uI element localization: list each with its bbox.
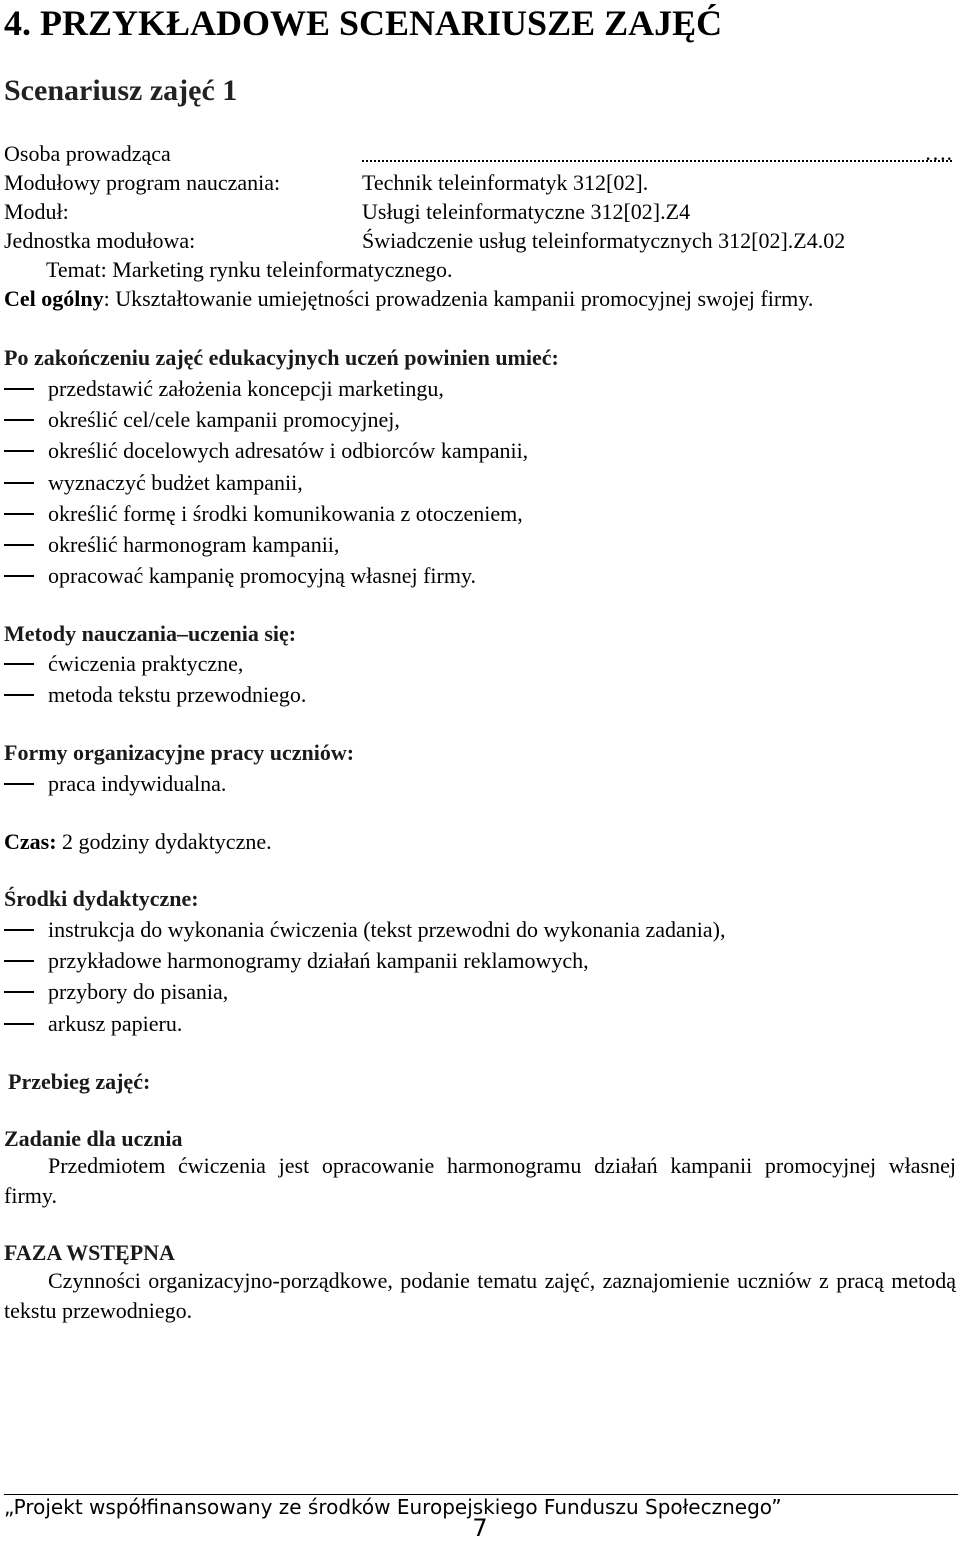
dash-icon <box>4 929 34 931</box>
methods-list <box>0 650 306 712</box>
dash-icon <box>4 388 34 390</box>
task-text: Przedmiotem ćwiczenia jest opracowanie harmonogramu działań kampanii promocyjnej własnej firmy. <box>4 1153 956 1208</box>
dash-icon <box>4 544 34 546</box>
list-item: ćwiczenia praktyczne, <box>0 650 306 681</box>
intro-phase-title: FAZA WSTĘPNA <box>4 1240 175 1265</box>
list-item: opracować kampanię promocyjną własnej firmy. <box>0 562 528 593</box>
forms-title: Formy organizacyjne pracy uczniów: <box>4 740 355 765</box>
module-label: Moduł: <box>4 199 69 224</box>
goal-value: : Ukształtowanie umiejętności prowadzenia kampanii promocyjnej swojej firmy. <box>103 286 814 311</box>
time-label: Czas: <box>4 829 57 854</box>
topic-label: Temat: <box>46 257 107 282</box>
topic-line <box>46 256 453 284</box>
footer-text: „Projekt współfinansowany ze środków Europejskiego Funduszu Społecznego” <box>4 1495 782 1519</box>
module-value: Usługi teleinformatyczne 312[02].Z4 <box>362 199 691 224</box>
dash-icon <box>4 663 34 665</box>
dash-icon <box>4 783 34 785</box>
list-item: przybory do pisania, <box>0 978 725 1009</box>
program-value: Technik teleinformatyk 312[02]. <box>362 170 649 195</box>
dash-icon <box>4 991 34 993</box>
unit-label: Jednostka modułowa: <box>4 228 196 253</box>
unit-value: Świadczenie usług teleinformatycznych 312[02].Z4.02 <box>362 228 846 253</box>
list-item: określić formę i środki komunikowania z otoczeniem, <box>0 500 528 531</box>
objectives-title: Po zakończeniu zajęć edukacyjnych uczeń powinien umieć: <box>4 345 559 370</box>
task-title: Zadanie dla ucznia <box>4 1126 183 1151</box>
dash-icon <box>4 1023 34 1025</box>
list-item: przedstawić założenia koncepcji marketingu, <box>0 375 528 406</box>
dash-icon <box>4 482 34 484</box>
dash-icon <box>4 450 34 452</box>
program-label: Modułowy program nauczania: <box>4 170 281 195</box>
dash-icon <box>4 960 34 962</box>
list-item: arkusz papieru. <box>0 1010 725 1041</box>
section-heading: 4. PRZYKŁADOWE SCENARIUSZE ZAJĘĆ <box>4 3 723 43</box>
methods-title: Metody nauczania–uczenia się: <box>4 621 297 646</box>
dash-icon <box>4 419 34 421</box>
forms-list <box>0 770 226 801</box>
time-line <box>4 828 272 856</box>
goal-line <box>4 285 813 313</box>
scenario-title: Scenariusz zajęć 1 <box>4 74 238 107</box>
list-item: wyznaczyć budżet kampanii, <box>0 469 528 500</box>
objectives-list <box>0 375 528 593</box>
time-value: 2 godziny dydaktyczne. <box>56 829 272 854</box>
list-item: metoda tekstu przewodniego. <box>0 681 306 712</box>
list-item: określić cel/cele kampanii promocyjnej, <box>0 406 528 437</box>
list-item: praca indywidualna. <box>0 770 226 801</box>
list-item: instrukcja do wykonania ćwiczenia (tekst przewodni do wykonania zadania), <box>0 916 725 947</box>
leader-value: …. <box>924 140 952 165</box>
list-item: określić harmonogram kampanii, <box>0 531 528 562</box>
resources-list <box>0 916 725 1041</box>
page-number: 7 <box>472 1514 488 1542</box>
list-item: przykładowe harmonogramy działań kampanii reklamowych, <box>0 947 725 978</box>
dash-icon <box>4 575 34 577</box>
dash-icon <box>4 513 34 515</box>
goal-label: Cel ogólny <box>4 286 104 311</box>
topic-value: Marketing rynku teleinformatycznego. <box>112 257 453 282</box>
leader-label: Osoba prowadząca <box>4 141 171 166</box>
course-title: Przebieg zajęć: <box>8 1069 151 1094</box>
list-item: określić docelowych adresatów i odbiorców kampanii, <box>0 437 528 468</box>
leader-placeholder <box>362 140 952 168</box>
dash-icon <box>4 694 34 696</box>
intro-phase-text: Czynności organizacyjno-porządkowe, podanie tematu zajęć, zaznajomienie uczniów z pracą metodą tekstu przewodniego. <box>4 1268 956 1323</box>
resources-title: Środki dydaktyczne: <box>4 886 199 911</box>
